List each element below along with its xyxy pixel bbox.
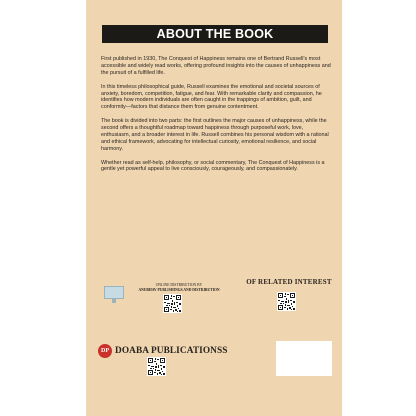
barcode-area (276, 341, 332, 376)
paragraph-1: First published in 1930, The Conquest of Happiness remains one of Bertrand Russell's most accessible and widely read works, offering profound insights into the causes of unhappiness and the pursuit of a fulfilled life. (101, 56, 331, 76)
paragraph-4: Whether read as self-help, philosophy, or social commentary, The Conquest of Happiness is a gentle yet powerful appeal to live consciously, courageously, and compassionately. (101, 159, 325, 173)
qr-code-icon[interactable] (163, 294, 182, 313)
publisher (98, 344, 238, 358)
paragraph-3: The book is divided into two parts: the first outlines the major causes of unhappiness, while the second offers a thoughtful roadmap toward happiness through purposeful work, love, enthusiasm, and a broader interest in life. Russell combines his personal wisdom with a rational and ethical framework, advocating for intellectual curiosity, emotional resilience, and social harmony. (101, 118, 329, 152)
about-heading: ABOUT THE BOOK (102, 25, 328, 43)
publisher-name: DOABA PUBLICATIONSS (115, 346, 228, 356)
qr-code-icon[interactable] (147, 357, 166, 376)
paragraph-2: In this timeless philosophical guide, Russell examines the emotional and societal sources of anxiety, boredom, competition, fatigue, and fear. With remarkable clarity and compassion, he identifies how modern individuals are often caught in the trappings of ambition, guilt, and conformity—factors that distance them from genuine contentment. (101, 83, 322, 111)
distributor-name: ANUBHAV PUBLISHINGS AND DISTRIBUTION (138, 287, 220, 292)
publisher-logo: DP (98, 344, 112, 358)
online-distribution (124, 283, 234, 292)
about-body (101, 56, 331, 180)
back-cover (86, 0, 342, 416)
qr-code-icon[interactable] (277, 292, 296, 311)
online-distribution-label: ONLINE DISTRIBUTION BY (155, 283, 203, 287)
monitor-icon (104, 286, 124, 304)
related-interest-heading: OF RELATED INTEREST (246, 278, 332, 286)
